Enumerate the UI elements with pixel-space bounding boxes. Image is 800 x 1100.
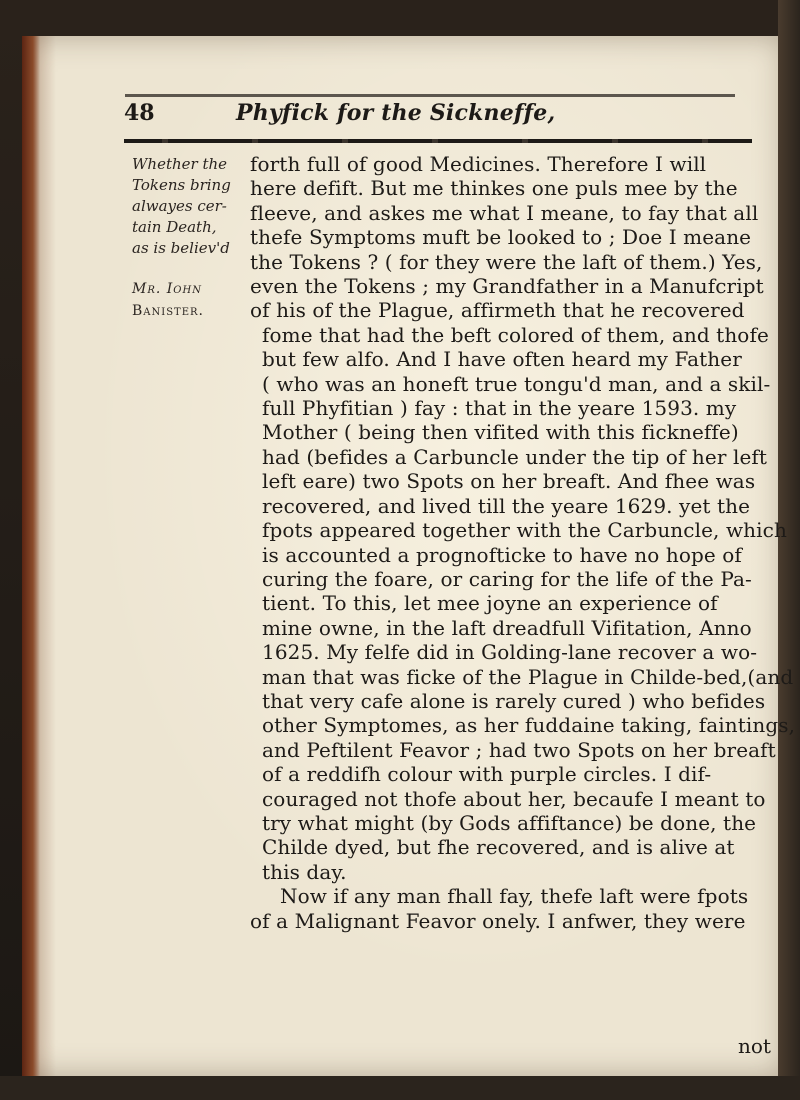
header-top-rule [125, 94, 735, 97]
text-line: this day. [262, 859, 347, 884]
text-line: mine owne, in the laft dreadfull Vifitation, Anno [262, 615, 752, 640]
text-line: ( who was an honeft true tongu'd man, and a skil- [262, 371, 771, 396]
text-line: the Tokens ? ( for they were the laft of them.) Yes, [250, 249, 763, 274]
text-line: full Phyfitian ) fay : that in the yeare 1593. my [262, 396, 737, 421]
main-text [250, 152, 796, 933]
text-line: recovered, and lived till the yeare 1629. yet the [262, 493, 751, 518]
text-line: of a Malignant Feavor onely. I anfwer, they were [250, 908, 746, 933]
margin-note-line: tain Death, [132, 218, 217, 236]
text-line: forth full of good Medicines. Therefore I will [250, 152, 707, 176]
text-line: even the Tokens ; my Grandfather in a Manufcript [250, 274, 764, 299]
page-number: 48 [124, 100, 155, 126]
text-line: that very cafe alone is rarely cured ) who befides [262, 688, 766, 713]
margin-note-line: Whether the [132, 155, 228, 173]
margin-note-line: Mr. Iohn [132, 281, 202, 297]
text-line: fpots appeared together with the Carbuncle, which [262, 518, 787, 543]
margin-note-tokens [132, 154, 244, 259]
text-line: of a reddifh colour with purple circles. I dif- [262, 762, 712, 787]
text-line: here defift. But me thinkes one puls mee by the [250, 176, 738, 201]
text-line: 1625. My felfe did in Golding-lane recover a wo- [262, 640, 758, 665]
running-title: Phyfick for the Sickneffe, [236, 100, 556, 126]
margin-note-author [132, 278, 244, 322]
margin-note-line: as is believ'd [132, 239, 230, 257]
text-line: had (befides a Carbuncle under the tip of her left [262, 444, 768, 469]
text-line: Now if any man fhall fay, thefe laft were fpots [280, 884, 749, 909]
text-line: and Peftilent Feavor ; had two Spots on her breaft [262, 737, 776, 762]
margin-note-line: alwayes cer- [132, 197, 227, 215]
text-line: left eare) two Spots on her breaft. And fhee was [262, 469, 756, 494]
text-line: couraged not thofe about her, becaufe I meant to [262, 786, 766, 811]
page-spine-shadow [22, 36, 40, 1076]
text-line: other Symptomes, as her fuddaine taking, faintings, [262, 713, 796, 738]
page-header [124, 98, 748, 138]
text-line: but few alfo. And I have often heard my Father [262, 347, 742, 372]
text-line: thefe Symptoms muft be looked to ; Doe I meane [250, 225, 752, 250]
text-line: fome that had the beft colored of them, and thofe [262, 322, 769, 347]
catchword: not [738, 1034, 771, 1058]
text-line: tient. To this, let mee joyne an experience of [262, 591, 718, 616]
header-bottom-rule [124, 139, 752, 143]
text-line: Mother ( being then vifited with this fickneffe) [262, 420, 739, 445]
text-line: try what might (by Gods affiftance) be done, the [262, 810, 757, 835]
text-line: fleeve, and askes me what I meane, to fay that all [250, 200, 759, 225]
text-line: is accounted a prognofticke to have no hope of [262, 542, 742, 567]
margin-note-line: Banister. [132, 303, 205, 319]
text-line: curing the foare, or caring for the life of the Pa- [262, 566, 752, 591]
margin-note-line: Tokens bring [132, 176, 231, 194]
text-line: man that was ficke of the Plague in Childe-bed,(and [262, 664, 794, 689]
text-line: Childe dyed, but fhe recovered, and is alive at [262, 835, 735, 860]
text-line: of his of the Plague, affirmeth that he recovered [250, 298, 745, 323]
bottom-scan-edge [0, 1076, 800, 1100]
